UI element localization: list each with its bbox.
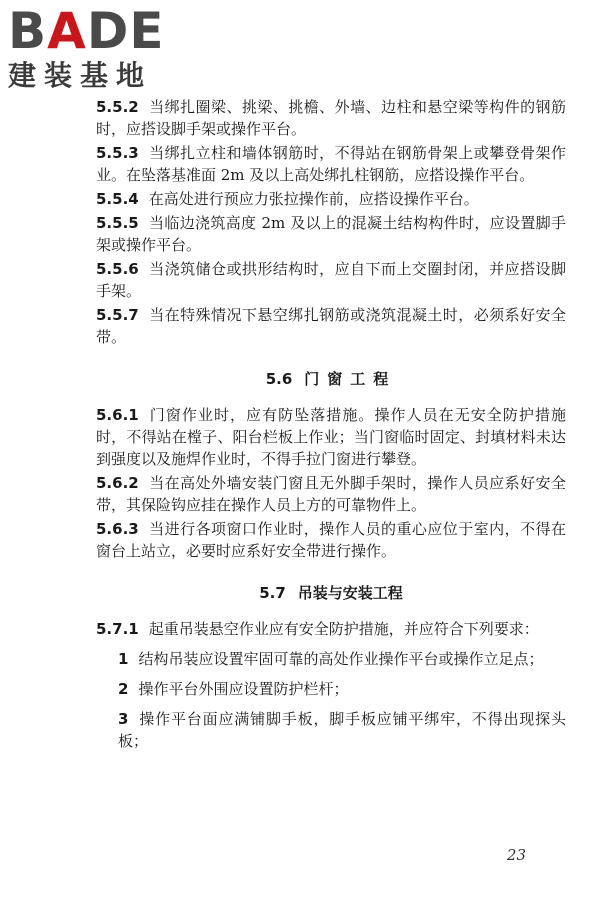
logo-letter-a: A (47, 2, 87, 60)
clause-5-5-6 (96, 258, 566, 302)
clause-number: 5.5.7 (96, 306, 139, 324)
clause-text: 当进行各项窗口作业时，操作人员的重心应位于室内，不得在窗台上站立，必要时应系好安全带进行操作。 (96, 520, 566, 560)
clause-5-6-1 (96, 404, 566, 470)
clause-5-6-2 (96, 472, 566, 516)
clause-text: 当在特殊情况下悬空绑扎钢筋或浇筑混凝土时，必须系好安全带。 (96, 306, 566, 346)
logo-wordmark (8, 2, 178, 60)
clause-number: 5.5.3 (96, 144, 139, 162)
clause-5-5-7 (96, 304, 566, 348)
page-number: 23 (506, 846, 526, 864)
list-item (96, 708, 566, 752)
logo-subtitle: 建装基地 (8, 59, 153, 92)
section-heading-5-7 (96, 582, 566, 604)
item-text: 操作平台面应满铺脚手板，脚手板应铺平绑牢，不得出现探头板； (118, 710, 566, 750)
clause-number: 5.6.1 (96, 406, 139, 424)
clause-text: 当绑扎立柱和墙体钢筋时，不得站在钢筋骨架上或攀登骨架作业。在坠落基准面 2m 及以上高处绑扎柱钢筋，应搭设操作平台。 (96, 144, 566, 184)
section-heading-5-6 (96, 368, 566, 390)
clause-5-7-1 (96, 618, 566, 640)
clause-5-5-3 (96, 142, 566, 186)
list-item (96, 648, 566, 670)
item-number: 2 (118, 680, 129, 698)
clause-text: 当临边浇筑高度 2m 及以上的混凝土结构构件时，应设置脚手架或操作平台。 (96, 214, 566, 254)
clause-text: 当在高处外墙安装门窗且无外脚手架时，操作人员应系好安全带，其保险钩应挂在操作人员上方的可靠物件上。 (96, 474, 566, 514)
brand-logo (8, 2, 178, 92)
section-title: 吊装与安装工程 (297, 584, 403, 602)
logo-letter-b: B (8, 2, 48, 60)
clause-number: 5.7.1 (96, 620, 139, 638)
clause-number: 5.5.5 (96, 214, 139, 232)
item-text: 操作平台外围应设置防护栏杆； (138, 680, 349, 698)
clause-number: 5.6.3 (96, 520, 139, 538)
item-number: 1 (118, 650, 129, 668)
clause-text: 在高处进行预应力张拉操作前，应搭设操作平台。 (148, 190, 479, 208)
logo-letters-de: DE (86, 2, 165, 60)
item-number: 3 (118, 710, 129, 728)
clause-5-5-2 (96, 96, 566, 140)
clause-5-5-5 (96, 212, 566, 256)
item-text: 结构吊装应设置牢固可靠的高处作业操作平台或操作立足点； (138, 650, 544, 668)
section-number: 5.7 (259, 584, 286, 602)
clause-5-6-3 (96, 518, 566, 562)
clause-text: 门窗作业时，应有防坠落措施。操作人员在无安全防护措施时，不得站在樘子、阳台栏板上作业；当门窗临时固定、封填材料未达到强度以及施焊作业时，不得手拉门窗进行攀登。 (96, 406, 566, 468)
section-number: 5.6 (265, 370, 293, 388)
clause-number: 5.5.4 (96, 190, 139, 208)
document-body (96, 96, 566, 754)
clause-number: 5.6.2 (96, 474, 139, 492)
clause-number: 5.5.2 (96, 98, 139, 116)
clause-text: 当浇筑储仓或拱形结构时，应自下而上交圈封闭，并应搭设脚手架。 (96, 260, 566, 300)
clause-5-5-4 (96, 188, 566, 210)
section-title: 门窗工程 (304, 370, 397, 388)
clause-number: 5.5.6 (96, 260, 139, 278)
clause-text: 起重吊装悬空作业应有安全防护措施，并应符合下列要求： (148, 620, 539, 638)
list-item (96, 678, 566, 700)
clause-text: 当绑扎圈梁、挑梁、挑檐、外墙、边柱和悬空梁等构件的钢筋时，应搭设脚手架或操作平台。 (96, 98, 566, 138)
